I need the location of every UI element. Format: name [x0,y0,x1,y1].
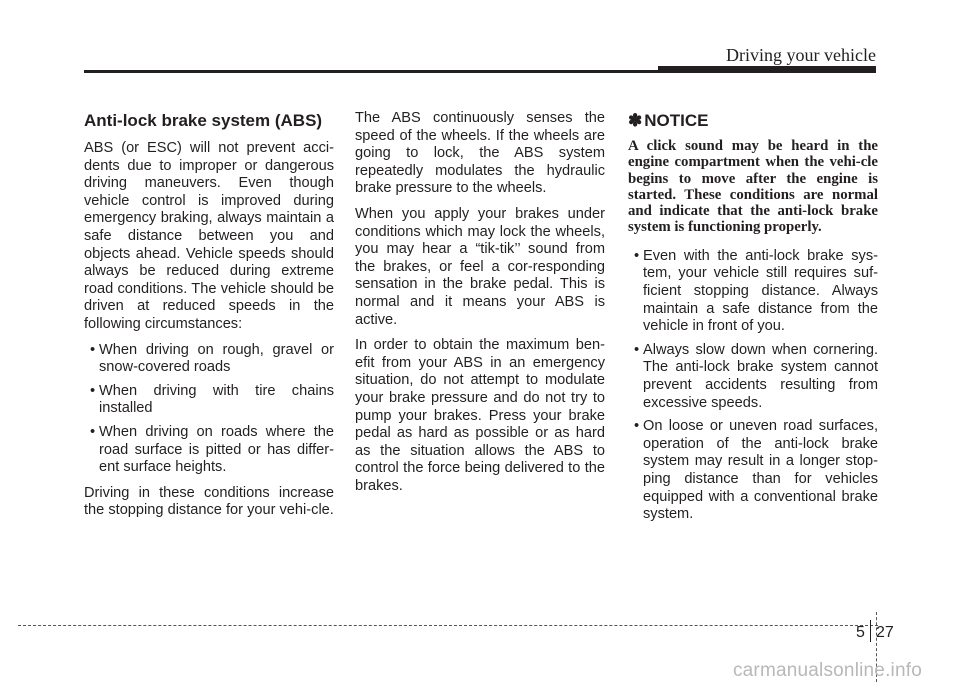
abs-heading: Anti-lock brake system (ABS) [84,111,323,130]
column-notice [628,110,878,532]
page-number: 27 [876,624,894,641]
abs-conditions-list [84,342,334,477]
notice-star-icon: ✽ [628,111,643,130]
abs-sound-paragraph: When you apply your brakes under conditions which may lock the wheels, you may hear a “tik-tik’’ sound from the brakes, or feel a cor-responding sensation in the brake pedal. This is normal and it means your ABS is active. [355,205,605,328]
column-abs [84,110,334,528]
header-rule-accent [658,66,876,72]
section-title: Driving your vehicle [726,45,876,65]
bullet-dot: • [90,423,96,440]
abs-outro-paragraph: Driving in these conditions increase the stopping distance for your vehi-cle. [84,484,334,519]
notice-heading [628,110,878,132]
list-item: • Always slow down when cornering. The anti-lock brake system cannot prevent accidents resulting from excessive speeds. [634,341,878,411]
notice-body: A click sound may be heard in the engine compartment when the vehi-cle begins to move after the engine is started. These conditions are normal and indicate that the anti-lock brake system is functioning properly. [628,138,878,236]
page-number-divider [870,620,871,642]
list-item: • Even with the anti-lock brake sys-tem, your vehicle still requires suf-ficient stopping distance. Always maintain a safe distance from the vehicle in front of you. [634,247,878,335]
bullet-dot: • [634,247,640,264]
watermark: carmanualsonline.info [732,660,922,681]
notice-list [628,248,878,524]
footer-dashed-rule [18,625,878,626]
bullet-dot: • [90,341,96,358]
list-item: • On loose or uneven road surfaces, operation of the anti-lock brake system may result in a longer stop-ping distance than for vehicles equipped with a conventional brake system. [634,418,878,523]
chapter-number: 5 [856,624,865,641]
list-item: • When driving on rough, gravel or snow-covered roads [90,341,334,376]
abs-usage-paragraph: In order to obtain the maximum ben-efit from your ABS in an emergency situation, do not attempt to modulate your brake pressure and do not try to pump your brakes. Press your brake pedal as hard as possible or as hard as the situation allows the ABS to control the force being delivered to the brakes. [355,337,605,494]
list-item: • When driving with tire chains installed [90,382,334,417]
column-abs-operation [355,110,605,503]
abs-sensing-paragraph: The ABS continuously senses the speed of the wheels. If the wheels are going to lock, the ABS system repeatedly modulates the hydraulic brake pressure to the wheels. [355,110,605,197]
abs-intro-paragraph: ABS (or ESC) will not prevent acci-dents due to improper or dangerous driving maneuvers. Even though vehicle control is improved during emergency braking, always maintain a safe distance between you and objects ahead. Vehicle speeds should always be reduced during extreme road conditions. The vehicle should be driven at reduced speeds in the following circumstances: [84,140,334,332]
list-item: • When driving on roads where the road surface is pitted or has differ-ent surface heights. [90,423,334,476]
bullet-dot: • [634,418,640,435]
bullet-dot: • [90,382,96,399]
notice-label: NOTICE [644,111,709,130]
bullet-dot: • [634,341,640,358]
